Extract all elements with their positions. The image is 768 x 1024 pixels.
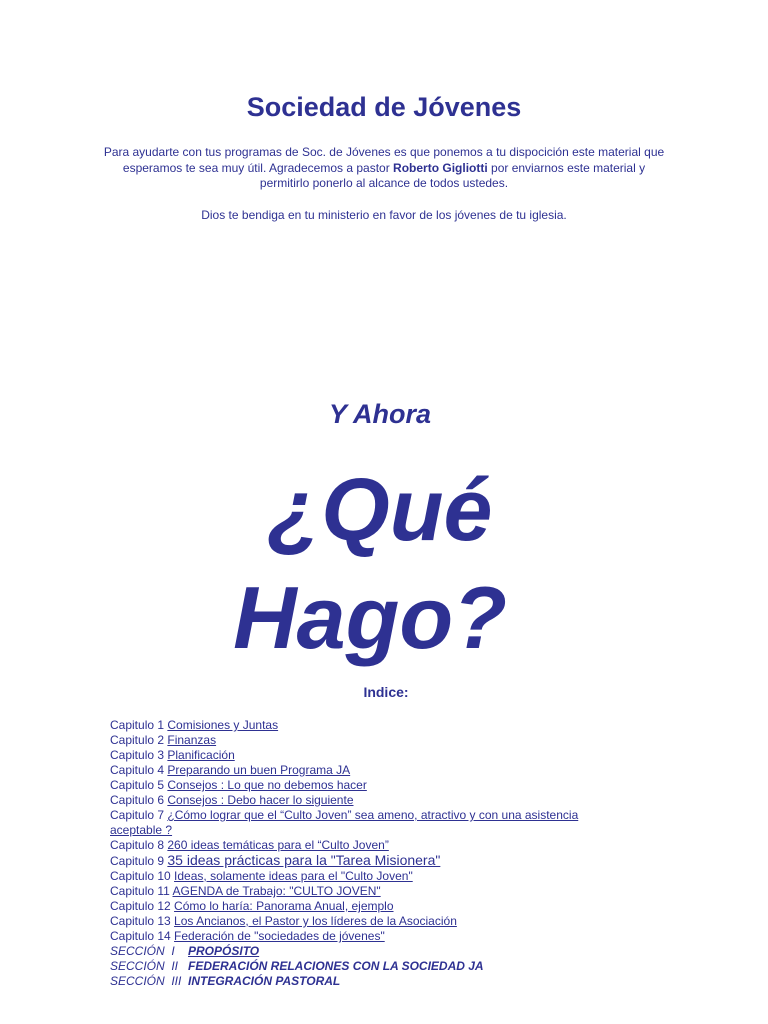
toc-section-1: [110, 944, 650, 959]
section-link[interactable]: PROPÓSITO: [188, 944, 260, 958]
intro-text-part1: Para ayudarte con tus programas de Soc. de Jóvenes es que ponemos a tu dispocición este material que esperamos te sea muy útil. Agradecemos a pastor: [103, 145, 665, 175]
chapter-label: Capitulo 13: [110, 914, 175, 928]
chapter-label: Capitulo 14: [110, 929, 175, 943]
hero-line-hago: Hago?: [233, 568, 507, 667]
chapter-link[interactable]: Ideas, solamente ideas para el "Culto Joven": [174, 869, 413, 883]
toc-chapter-1: [110, 718, 650, 733]
page-title: Sociedad de Jóvenes: [246, 92, 522, 122]
intro-author: Roberto Gigliotti: [393, 160, 488, 175]
section-label: SECCIÓN II: [110, 959, 189, 973]
toc-chapter-4: [110, 763, 650, 778]
chapter-link[interactable]: Comisiones y Juntas: [167, 718, 279, 732]
hero-line-y-ahora: Y Ahora: [328, 399, 432, 429]
toc-chapter-8: [110, 838, 650, 853]
chapter-label: Capitulo 1: [110, 718, 168, 732]
chapter-label: Capitulo 8: [110, 838, 168, 852]
chapter-label: Capitulo 7: [110, 808, 168, 822]
chapter-link[interactable]: AGENDA de Trabajo: "CULTO JOVEN": [172, 884, 381, 898]
chapter-label: Capitulo 12: [110, 899, 175, 913]
chapter-link[interactable]: Consejos : Lo que no debemos hacer: [167, 778, 367, 792]
toc-chapter-9: [110, 853, 650, 869]
toc-chapter-10: [110, 869, 650, 884]
toc-chapter-2: [110, 733, 650, 748]
chapter-link[interactable]: Finanzas: [167, 733, 217, 747]
chapter-link[interactable]: Consejos : Debo hacer lo siguiente: [167, 793, 354, 807]
chapter-label: Capitulo 11: [110, 884, 173, 898]
toc-chapter-7: [110, 808, 630, 838]
chapter-label: Capitulo 4: [110, 763, 168, 777]
toc-chapter-6: [110, 793, 650, 808]
section-label: SECCIÓN I: [110, 944, 189, 958]
toc-chapter-12: [110, 899, 650, 914]
section-link[interactable]: INTEGRACIÓN PASTORAL: [188, 974, 341, 988]
chapter-link[interactable]: Los Ancianos, el Pastor y los líderes de la Asociación: [174, 914, 457, 928]
chapter-label: Capitulo 3: [110, 748, 168, 762]
chapter-link[interactable]: 260 ideas temáticas para el “Culto Joven”: [167, 838, 389, 852]
intro-text-part2: por enviarnos este material y permitirlo ponerlo al alcance de todos ustedes.: [259, 160, 646, 190]
chapter-link[interactable]: 35 ideas prácticas para la "Tarea Misionera": [167, 852, 441, 868]
blessing-text: Dios te bendiga en tu ministerio en favor de los jóvenes de tu iglesia.: [201, 208, 567, 222]
chapter-link[interactable]: ¿Cómo lograr que el “Culto Joven” sea ameno, atractivo y con una asistencia aceptable ?: [110, 808, 579, 837]
chapter-label: Capitulo 5: [110, 778, 168, 792]
toc-chapter-11: [110, 884, 650, 899]
table-of-contents: [110, 718, 650, 989]
chapter-link[interactable]: Planificación: [167, 748, 235, 762]
index-heading: Indice:: [363, 684, 409, 700]
toc-chapter-13: [110, 914, 650, 929]
toc-section-2: [110, 959, 650, 974]
chapter-label: Capitulo 10: [110, 869, 175, 883]
chapter-label: Capitulo 6: [110, 793, 168, 807]
toc-chapter-5: [110, 778, 650, 793]
chapter-link[interactable]: Preparando un buen Programa JA: [167, 763, 351, 777]
section-label: SECCIÓN III: [110, 974, 189, 988]
toc-chapter-3: [110, 748, 650, 763]
chapter-label: Capitulo 9: [110, 854, 168, 868]
toc-chapter-14: [110, 929, 650, 944]
section-link[interactable]: FEDERACIÓN RELACIONES CON LA SOCIEDAD JA: [188, 959, 484, 973]
intro-paragraph: [100, 145, 668, 192]
chapter-link[interactable]: Federación de "sociedades de jóvenes": [174, 929, 385, 943]
hero-line-que: ¿Qué: [267, 460, 493, 559]
chapter-link[interactable]: Cómo lo haría: Panorama Anual, ejemplo: [174, 899, 394, 913]
toc-section-3: [110, 974, 650, 989]
chapter-label: Capitulo 2: [110, 733, 168, 747]
